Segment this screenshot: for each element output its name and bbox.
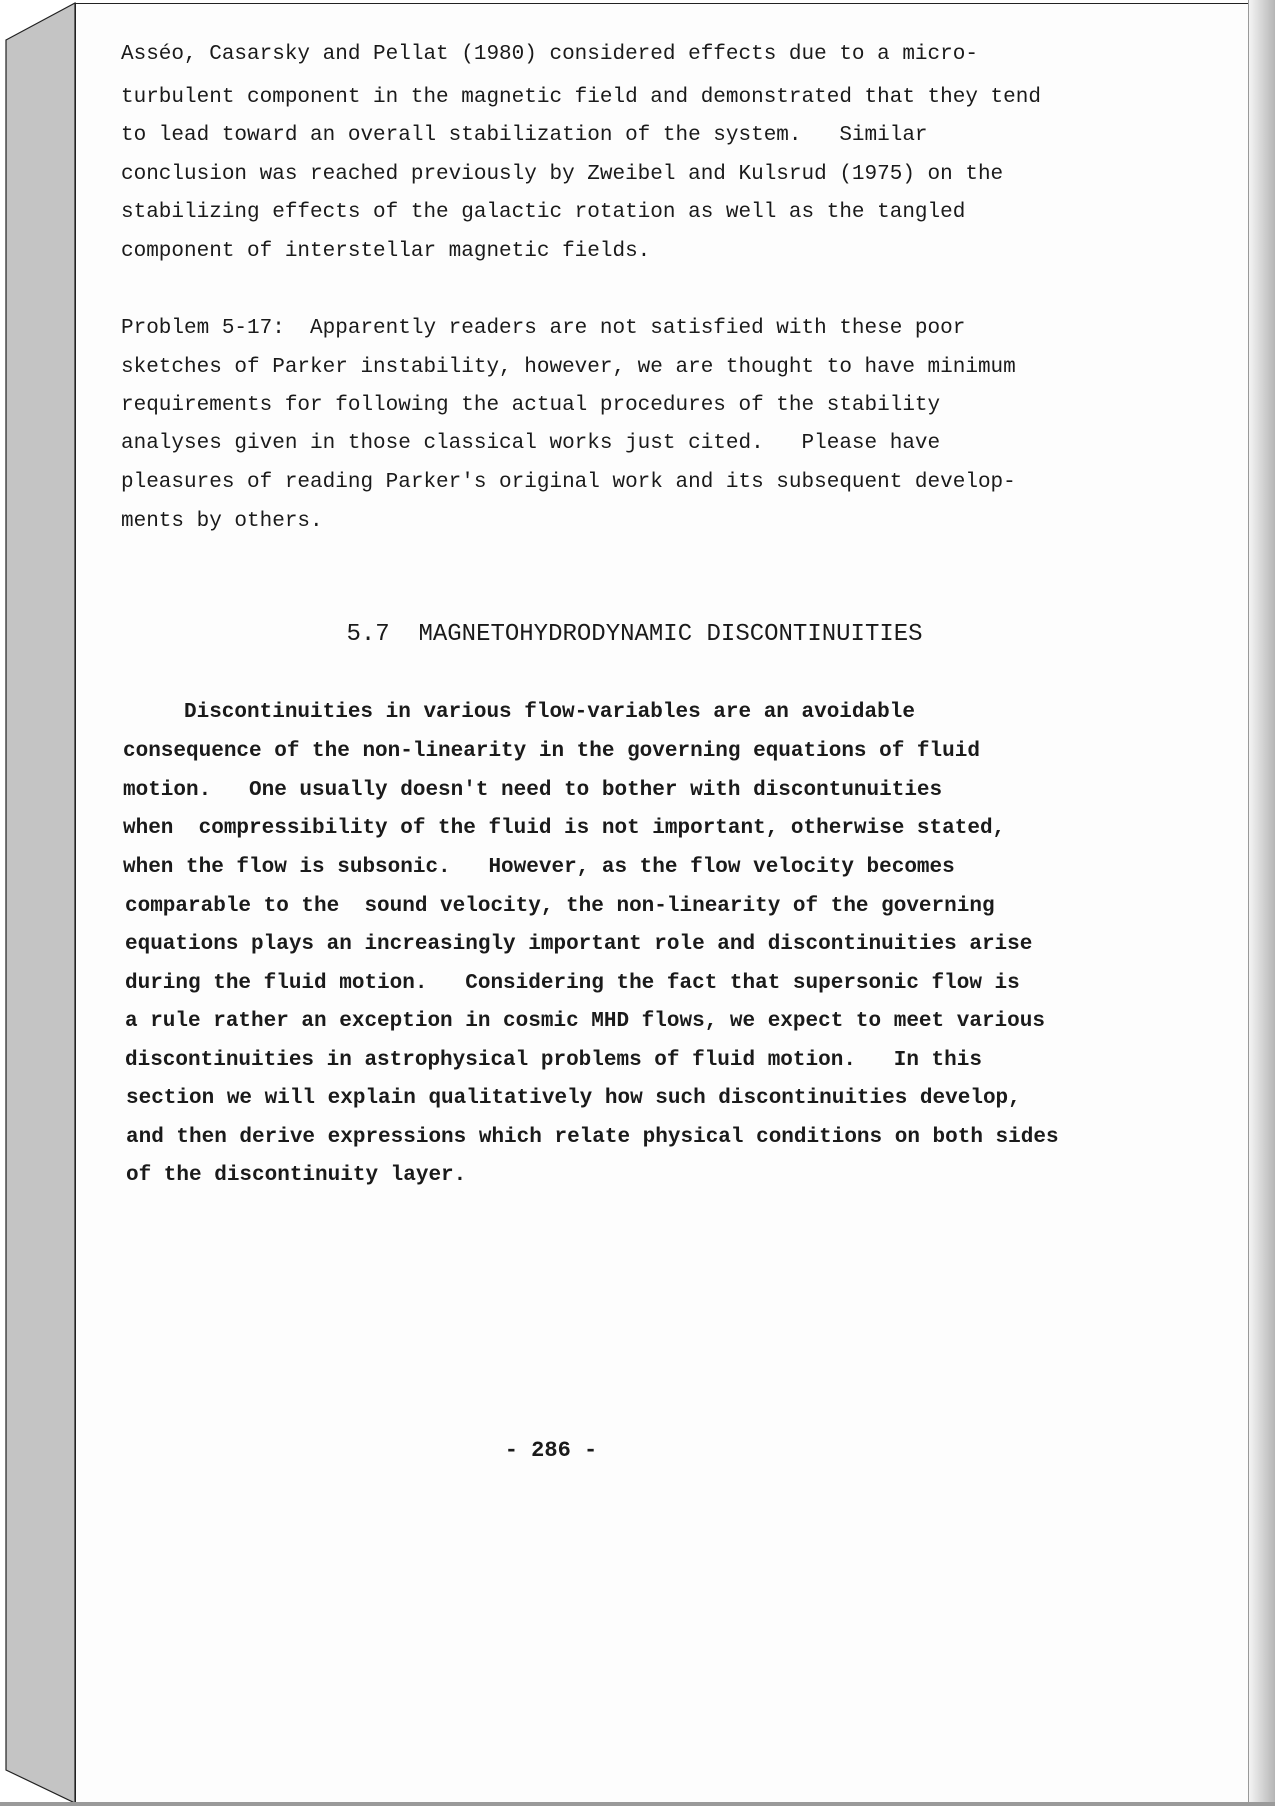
page-edge-right bbox=[1248, 0, 1275, 1803]
text-line: component of interstellar magnetic fields. bbox=[121, 240, 651, 263]
text-line: when the flow is subsonic. However, as the flow velocity becomes bbox=[123, 856, 955, 879]
text-line: ments by others. bbox=[121, 510, 323, 533]
section-heading: 5.7 MAGNETOHYDRODYNAMIC DISCONTINUITIES bbox=[346, 621, 923, 648]
text-line: to lead toward an overall stabilization of the system. Similar bbox=[121, 124, 928, 147]
page-edge-bottom bbox=[0, 1802, 1275, 1806]
text-line: analyses given in those classical works just cited. Please have bbox=[121, 432, 941, 455]
text-line: equations plays an increasingly important role and discontinuities arise bbox=[125, 933, 1033, 956]
text-line: Discontinuities in various flow-variables are an avoidable bbox=[184, 701, 915, 724]
text-line: turbulent component in the magnetic field and demonstrated that they tend bbox=[121, 86, 1041, 109]
text-line: Problem 5-17: Apparently readers are not satisfied with these poor bbox=[121, 317, 966, 340]
text-line: stabilizing effects of the galactic rotation as well as the tangled bbox=[121, 201, 966, 224]
text-line: section we will explain qualitatively how such discontinuities develop, bbox=[126, 1087, 1021, 1110]
text-line: of the discontinuity layer. bbox=[126, 1164, 467, 1187]
text-line: comparable to the sound velocity, the non-linearity of the governing bbox=[125, 895, 995, 918]
text-line: consequence of the non-linearity in the governing equations of fluid bbox=[123, 740, 980, 763]
page-number: - 286 - bbox=[504, 1438, 598, 1463]
text-line: a rule rather an exception in cosmic MHD flows, we expect to meet various bbox=[125, 1010, 1045, 1033]
text-line: Asséo, Casarsky and Pellat (1980) considered effects due to a micro- bbox=[121, 43, 978, 66]
text-line: requirements for following the actual procedures of the stability bbox=[121, 394, 941, 417]
text-line: when compressibility of the fluid is not important, otherwise stated, bbox=[123, 817, 1006, 840]
text-line: conclusion was reached previously by Zweibel and Kulsrud (1975) on the bbox=[121, 163, 1004, 186]
text-line: pleasures of reading Parker's original work and its subsequent develop- bbox=[121, 471, 1016, 494]
text-line: discontinuities in astrophysical problems of fluid motion. In this bbox=[125, 1049, 982, 1072]
text-line: motion. One usually doesn't need to bother with discontunuities bbox=[123, 779, 943, 802]
text-line: sketches of Parker instability, however, we are thought to have minimum bbox=[121, 356, 1016, 379]
text-line: and then derive expressions which relate physical conditions on both sides bbox=[126, 1126, 1059, 1149]
text-line: during the fluid motion. Considering the fact that supersonic flow is bbox=[125, 972, 1020, 995]
